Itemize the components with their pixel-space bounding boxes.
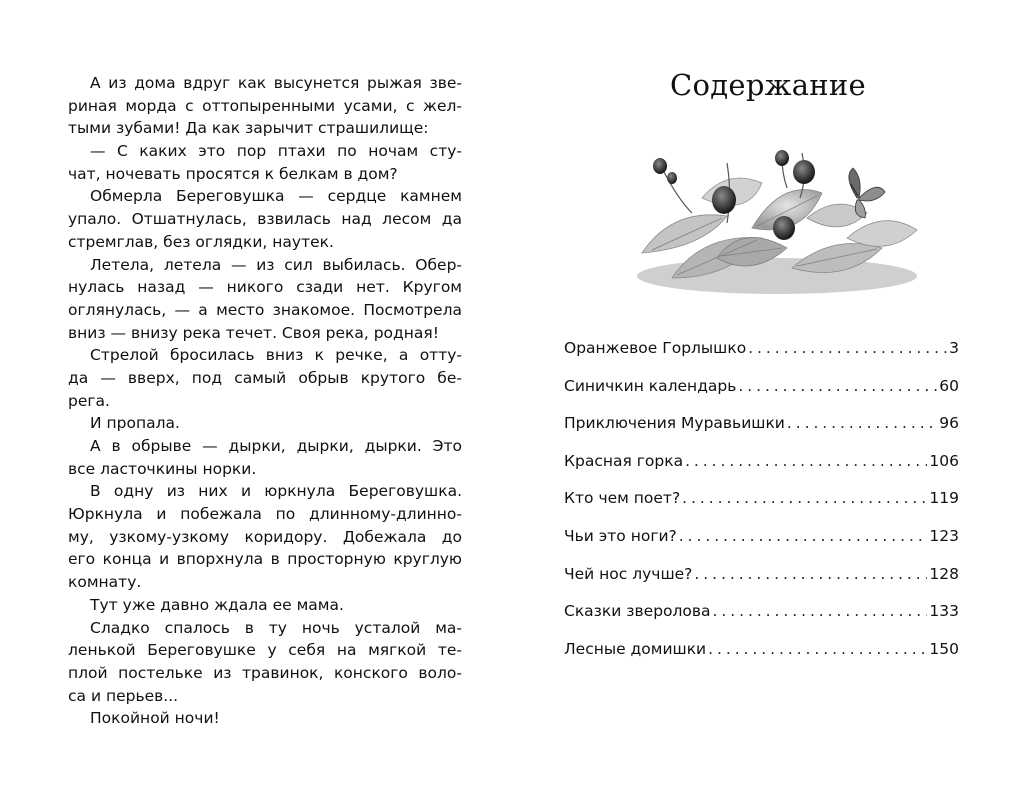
text-line: да — вверх, под самый обрыв крутого бе- xyxy=(68,368,462,387)
dot-leader xyxy=(694,565,927,583)
text-line: Обмерла Береговушка — сердце камнем xyxy=(90,187,462,206)
toc-entry-title: Чей нос лучше? xyxy=(564,564,693,583)
paragraph xyxy=(68,480,462,593)
text-line: нулась назад — никого сзади нет. Кругом xyxy=(68,278,462,297)
dot-leader xyxy=(738,377,937,395)
toc-entry[interactable] xyxy=(564,339,959,377)
dot-leader xyxy=(713,602,928,620)
text-line: оглянулась, — а место знакомое. Посмотрела xyxy=(68,300,462,319)
toc-entry-title: Красная горка xyxy=(564,451,684,470)
text-line: чат, ночевать просятся к белкам в дом? xyxy=(68,164,398,183)
paragraph xyxy=(68,617,462,708)
paragraph xyxy=(68,344,462,412)
toc-entry[interactable] xyxy=(564,527,959,565)
toc-entry[interactable] xyxy=(564,565,959,603)
toc-entry-title: Кто чем поет? xyxy=(564,489,681,508)
toc-entry-page: 96 xyxy=(939,414,959,433)
paragraph xyxy=(68,412,462,435)
toc-entry-page: 106 xyxy=(929,451,959,470)
text-line: ленькой Береговушке у себя на мягкой те- xyxy=(68,641,462,660)
text-line: стремглав, без оглядки, наутек. xyxy=(68,232,334,251)
paragraph xyxy=(68,140,462,185)
contents-title: Содержание xyxy=(669,68,867,102)
contents-list xyxy=(564,339,959,677)
paragraph xyxy=(68,254,462,345)
toc-entry-page: 119 xyxy=(929,489,959,508)
text-line: са и перьев... xyxy=(68,686,179,705)
toc-entry[interactable] xyxy=(564,602,959,640)
text-line: Покойной ночи! xyxy=(90,709,220,728)
toc-entry[interactable] xyxy=(564,640,959,678)
text-line: комнату. xyxy=(68,573,142,592)
toc-entry-title: Сказки зверолова xyxy=(564,602,711,621)
paragraph xyxy=(68,185,462,253)
paragraph xyxy=(68,435,462,480)
toc-entry-page: 128 xyxy=(929,564,959,583)
text-line: му, узкому-узкому коридору. Добежала до xyxy=(68,527,462,546)
toc-entry[interactable] xyxy=(564,414,959,452)
text-line: упало. Отшатнулась, взвилась над лесом да xyxy=(68,210,462,229)
toc-entry-page: 60 xyxy=(939,376,959,395)
text-line: тыми зубами! Да как зарычит страшилище: xyxy=(68,119,429,138)
text-line: вниз — внизу река течет. Своя река, родная! xyxy=(68,323,439,342)
text-line: рега. xyxy=(68,391,110,410)
text-line: В одну из них и юркнула Береговушка. xyxy=(90,482,462,501)
text-line: И пропала. xyxy=(90,414,180,433)
text-line: Стрелой бросилась вниз к речке, а отту- xyxy=(90,346,462,365)
text-line: Сладко спалось в ту ночь усталой ма- xyxy=(90,618,462,637)
text-line: Юркнула и побежала по длинному-длинно- xyxy=(68,505,462,524)
toc-entry-page: 150 xyxy=(929,639,959,658)
strawberry-leaves-illustration xyxy=(632,138,922,306)
dot-leader xyxy=(787,414,937,432)
dot-leader xyxy=(748,339,947,357)
dot-leader xyxy=(682,489,927,507)
toc-entry-page: 123 xyxy=(929,526,959,545)
toc-entry-page: 3 xyxy=(949,339,959,357)
story-text xyxy=(68,72,462,730)
text-line: его конца и впорхнула в просторную круглую xyxy=(68,550,462,569)
paragraph xyxy=(68,594,462,617)
toc-entry-page: 133 xyxy=(929,602,959,621)
toc-entry-title: Оранжевое Горлышко xyxy=(564,339,747,357)
toc-entry-title: Чьи это ноги? xyxy=(564,526,677,545)
text-line: плой постельке из травинок, конского воло- xyxy=(68,663,462,682)
paragraph xyxy=(68,707,462,730)
text-line: А в обрыве — дырки, дырки, дырки. Это xyxy=(90,437,462,455)
text-line: риная морда с оттопыренными усами, с жел- xyxy=(68,96,462,115)
dot-leader xyxy=(708,640,927,658)
toc-entry-title: Лесные домишки xyxy=(564,639,707,658)
toc-entry-title: Приключения Муравьишки xyxy=(564,414,785,433)
text-line: А из дома вдруг как высунется рыжая зве- xyxy=(90,74,462,92)
text-line: Летела, летела — из сил выбилась. Обер- xyxy=(90,255,462,274)
toc-entry[interactable] xyxy=(564,489,959,527)
toc-entry-title: Синичкин календарь xyxy=(564,376,737,395)
right-page xyxy=(512,0,1024,788)
text-line: Тут уже давно ждала ее мама. xyxy=(90,595,344,614)
text-line: все ласточкины норки. xyxy=(68,459,257,478)
paragraph xyxy=(68,72,462,140)
toc-entry[interactable] xyxy=(564,377,959,415)
text-line: — С каких это пор птахи по ночам сту- xyxy=(90,142,462,161)
dot-leader xyxy=(679,527,928,545)
dot-leader xyxy=(685,452,927,470)
toc-entry[interactable] xyxy=(564,452,959,490)
